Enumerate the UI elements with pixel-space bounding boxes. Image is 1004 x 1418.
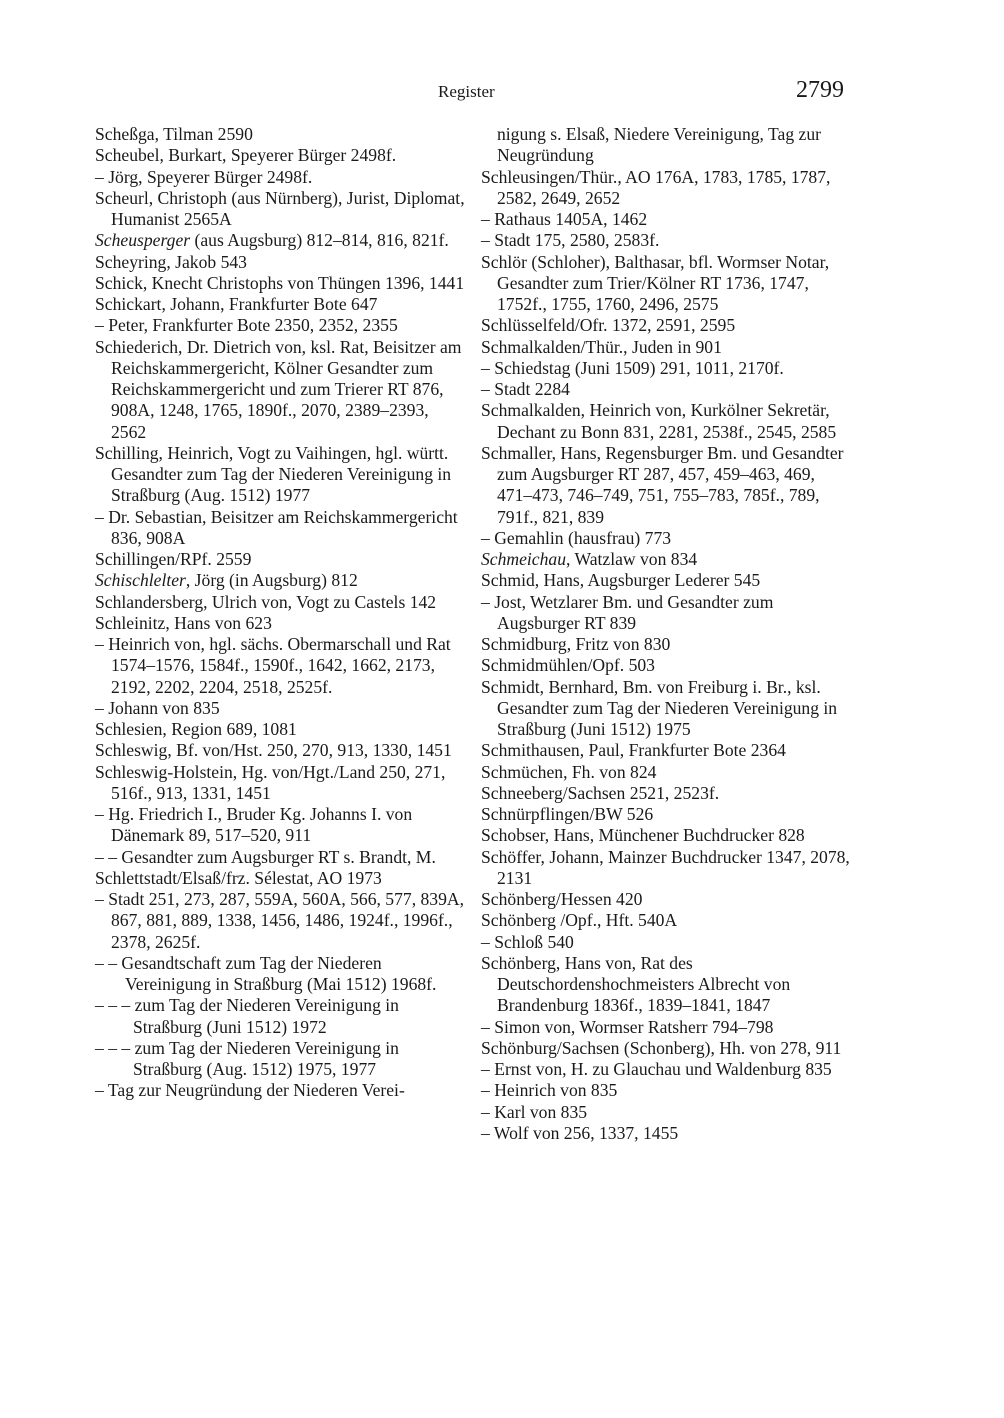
index-entry-text: – Tag zur Neugründung der Niederen Verei-	[95, 1080, 405, 1101]
index-entry-text: – Ernst von, H. zu Glauchau und Waldenburg 835	[481, 1059, 832, 1079]
index-entry-text: Scheßga, Tilman 2590	[95, 124, 253, 144]
index-entry	[95, 315, 467, 336]
index-entry	[95, 230, 467, 251]
index-entry-text: – Stadt 175, 2580, 2583f.	[481, 230, 660, 251]
index-entry-text: – Simon von, Wormser Ratsherr 794–798	[481, 1016, 774, 1037]
index-entry-text: – Gemahlin (hausfrau) 773	[481, 527, 672, 548]
index-entry-text: Schmid, Hans, Augsburger Lederer 545	[481, 570, 761, 591]
index-entry-text: Schmalkalden, Heinrich von, Kurkölner Sekretär, Dechant zu Bonn 831, 2281, 2538f., 2545, 2585	[481, 400, 837, 442]
index-entry	[95, 124, 467, 145]
index-entry-text: – Heinrich von 835	[481, 1080, 618, 1101]
index-entry-text: Schönberg/Hessen 420	[481, 889, 643, 909]
index-entry-text: – Wolf von 256, 1337, 1455	[481, 1122, 679, 1143]
index-entry	[95, 762, 467, 805]
index-entry	[481, 124, 853, 167]
index-entry	[481, 847, 853, 890]
index-entry	[481, 825, 853, 846]
index-entry-text: – Schiedstag (Juni 1509) 291, 1011, 2170f.	[481, 357, 784, 378]
index-entry	[481, 932, 853, 953]
index-entry-text: – Peter, Frankfurter Bote 2350, 2352, 2355	[95, 315, 398, 336]
index-entry	[95, 634, 467, 698]
index-entry	[95, 1080, 467, 1101]
index-entry-text: Schmüchen, Fh. von 824	[481, 761, 657, 782]
index-entry-text: Schmalkalden/Thür., Juden in 901	[481, 336, 722, 357]
index-entry-text: – Jörg, Speyerer Bürger 2498f.	[95, 166, 313, 187]
index-entry-text: Schönberg /Opf., Hft. 540A	[481, 910, 678, 931]
index-entry-text: – Rathaus 1405A, 1462	[481, 209, 648, 229]
index-entry	[95, 549, 467, 570]
index-entry-text: Schnürpflingen/BW 526	[481, 804, 654, 824]
index-entry	[95, 507, 467, 550]
index-entry	[481, 1059, 853, 1080]
index-entry-text: – Hg. Friedrich I., Bruder Kg. Johanns I. von Dänemark 89, 517–520, 911	[95, 804, 413, 846]
index-entry-text: Schöffer, Johann, Mainzer Buchdrucker 1347, 2078, 2131	[481, 846, 850, 888]
index-entry-italic-term: Schmeichau	[481, 549, 567, 569]
index-entry	[481, 910, 853, 931]
index-entry	[95, 698, 467, 719]
index-entry	[481, 889, 853, 910]
index-entry-text: Schönburg/Sachsen (Schonberg), Hh. von 278, 911	[481, 1037, 842, 1058]
index-entry	[95, 613, 467, 634]
index-entry-text: – Johann von 835	[95, 697, 220, 718]
index-entry	[481, 804, 853, 825]
header-title: Register	[438, 82, 495, 101]
index-entry	[95, 570, 467, 591]
index-entry	[481, 252, 853, 316]
index-entry-text: , Watzlaw von 834	[566, 549, 698, 569]
index-entry-text: Schönberg, Hans von, Rat des Deutschordenshochmeisters Albrecht von Brandenburg 1836f., 1839–1841, 1847	[481, 952, 791, 1016]
index-entry	[95, 847, 467, 868]
index-entry	[95, 273, 467, 294]
index-entry-text: nigung s. Elsaß, Niedere Vereinigung, Tag zur Neugründung	[497, 124, 822, 166]
index-entry	[481, 315, 853, 336]
index-entry	[95, 740, 467, 761]
index-entry	[481, 167, 853, 210]
index-entry-text: Schleinitz, Hans von 623	[95, 612, 272, 633]
index-entry-text: Schobser, Hans, Münchener Buchdrucker 828	[481, 825, 805, 846]
index-entry	[481, 953, 853, 1017]
index-entry	[481, 1102, 853, 1123]
index-entry	[95, 804, 467, 847]
index-entry	[481, 443, 853, 528]
index-entry	[481, 230, 853, 251]
index-entry	[95, 443, 467, 507]
index-entry-text: , Jörg (in Augsburg) 812	[185, 570, 358, 591]
index-entry-text: Schick, Knecht Christophs von Thüngen 1396, 1441	[95, 272, 465, 293]
index-entry-text: – – Gesandter zum Augsburger RT s. Brandt, M.	[95, 846, 436, 867]
index-entry-text: – Stadt 2284	[481, 379, 570, 399]
index-entry	[481, 740, 853, 761]
index-entry-text: – Dr. Sebastian, Beisitzer am Reichskammergericht 836, 908A	[95, 506, 458, 548]
index-entry-text: Schleswig-Holstein, Hg. von/Hgt./Land 250, 271, 516f., 913, 1331, 1451	[95, 761, 446, 803]
index-entry	[481, 1123, 853, 1144]
index-entry	[481, 400, 853, 443]
index-entry	[95, 294, 467, 315]
index-entry	[481, 677, 853, 741]
index-entry	[481, 655, 853, 676]
index-entry	[95, 1038, 467, 1081]
index-entry-text: Scheyring, Jakob 543	[95, 251, 247, 272]
index-entry-text: (aus Augsburg) 812–814, 816, 821f.	[190, 230, 449, 251]
index-entry-text: Schneeberg/Sachsen 2521, 2523f.	[481, 782, 720, 803]
index-entry-text: – Jost, Wetzlarer Bm. und Gesandter zum Augsburger RT 839	[481, 591, 774, 633]
index-entry	[95, 188, 467, 231]
index-entry	[95, 995, 467, 1038]
index-entry-text: Schmaller, Hans, Regensburger Bm. und Gesandter zum Augsburger RT 287, 457, 459–463, 469, 471–473, 746–749, 751, 755–783, 785f., 789, 791f., 821, 839	[481, 442, 844, 527]
index-entry-text: Schickart, Johann, Frankfurter Bote 647	[95, 294, 378, 314]
index-entry-text: Schillingen/RPf. 2559	[95, 549, 252, 569]
index-entry-text: – Karl von 835	[481, 1101, 588, 1122]
index-entry	[95, 953, 467, 996]
index-entry-text: – – – zum Tag der Niederen Vereinigung in Straßburg (Juni 1512) 1972	[95, 995, 399, 1037]
index-entry-text: Scheubel, Burkart, Speyerer Bürger 2498f.	[95, 145, 397, 166]
index-entry	[481, 209, 853, 230]
page-number: 2799	[796, 77, 844, 103]
index-entry	[95, 167, 467, 188]
index-entry-text: – – Gesandtschaft zum Tag der Niederen Vereinigung in Straßburg (Mai 1512) 1968f.	[95, 952, 437, 994]
index-entry-text: Schilling, Heinrich, Vogt zu Vaihingen, hgl. württ. Gesandter zum Tag der Niederen Vereinigung in Straßburg (Aug. 1512) 1977	[95, 442, 452, 506]
index-entry-text: Schmidburg, Fritz von 830	[481, 634, 671, 654]
index-entry-italic-term: Scheusperger	[95, 230, 191, 251]
index-entry	[481, 634, 853, 655]
index-entry-text: Schlettstadt/Elsaß/frz. Sélestat, AO 1973	[95, 867, 382, 888]
index-entry-text: Schmidmühlen/Opf. 503	[481, 655, 655, 676]
index-entry	[481, 549, 853, 570]
index-entry-text: Schleusingen/Thür., AO 176A, 1783, 1785, 1787, 2582, 2649, 2652	[481, 166, 831, 208]
index-entry-text: – Heinrich von, hgl. sächs. Obermarschall und Rat 1574–1576, 1584f., 1590f., 1642, 1662, 2173, 2192, 2202, 2204, 2518, 2525f.	[95, 634, 451, 697]
index-entry	[481, 1080, 853, 1101]
index-entry	[481, 762, 853, 783]
index-entry-text: Schlandersberg, Ulrich von, Vogt zu Castels 142	[95, 591, 437, 612]
index-entry-text: – Schloß 540	[481, 931, 574, 952]
index-entry-text: Scheurl, Christoph (aus Nürnberg), Jurist, Diplomat, Humanist 2565A	[95, 187, 465, 229]
index-entry	[95, 868, 467, 889]
index-entry-text: – Stadt 251, 273, 287, 559A, 560A, 566, 577, 839A, 867, 881, 889, 1338, 1456, 1486, 1924f., 1996f., 2378, 2625f.	[95, 889, 464, 952]
index-entry-text: Schmidt, Bernhard, Bm. von Freiburg i. Br., ksl. Gesandter zum Tag der Niederen Vereinigung in Straßburg (Juni 1512) 1975	[481, 676, 838, 739]
index-entry	[481, 1017, 853, 1038]
index-entry-text: Schlesien, Region 689, 1081	[95, 719, 297, 739]
index-entry	[95, 889, 467, 953]
index-entry-text: Schlüsselfeld/Ofr. 1372, 2591, 2595	[481, 315, 736, 336]
index-entry	[95, 592, 467, 613]
index-entry	[481, 337, 853, 358]
index-entry	[95, 252, 467, 273]
index-entry	[481, 528, 853, 549]
index-entry	[95, 145, 467, 166]
index-entry-text: Schmithausen, Paul, Frankfurter Bote 2364	[481, 740, 786, 761]
index-column-right	[481, 124, 853, 1144]
index-entry	[481, 783, 853, 804]
index-entry-text: Schlör (Schloher), Balthasar, bfl. Wormser Notar, Gesandter zum Trier/Kölner RT 1736, 1747, 1752f., 1755, 1760, 2496, 2575	[481, 251, 830, 314]
index-entry	[481, 570, 853, 591]
index-entry	[95, 719, 467, 740]
index-entry	[95, 337, 467, 443]
index-entry-text: – – – zum Tag der Niederen Vereinigung in Straßburg (Aug. 1512) 1975, 1977	[95, 1037, 399, 1079]
index-entry	[481, 592, 853, 635]
index-entry	[481, 358, 853, 379]
index-column-left	[95, 124, 467, 1102]
index-entry	[481, 379, 853, 400]
index-entry	[481, 1038, 853, 1059]
index-entry-text: Schleswig, Bf. von/Hst. 250, 270, 913, 1330, 1451	[95, 740, 452, 761]
index-entry-text: Schiederich, Dr. Dietrich von, ksl. Rat, Beisitzer am Reichskammergericht, Kölner Gesandter zum Reichskammergericht und zum Trierer RT 876, 908A, 1248, 1765, 1890f., 2070, 2389–2393, 2562	[95, 336, 462, 442]
index-entry-italic-term: Schischlelter	[95, 570, 186, 591]
